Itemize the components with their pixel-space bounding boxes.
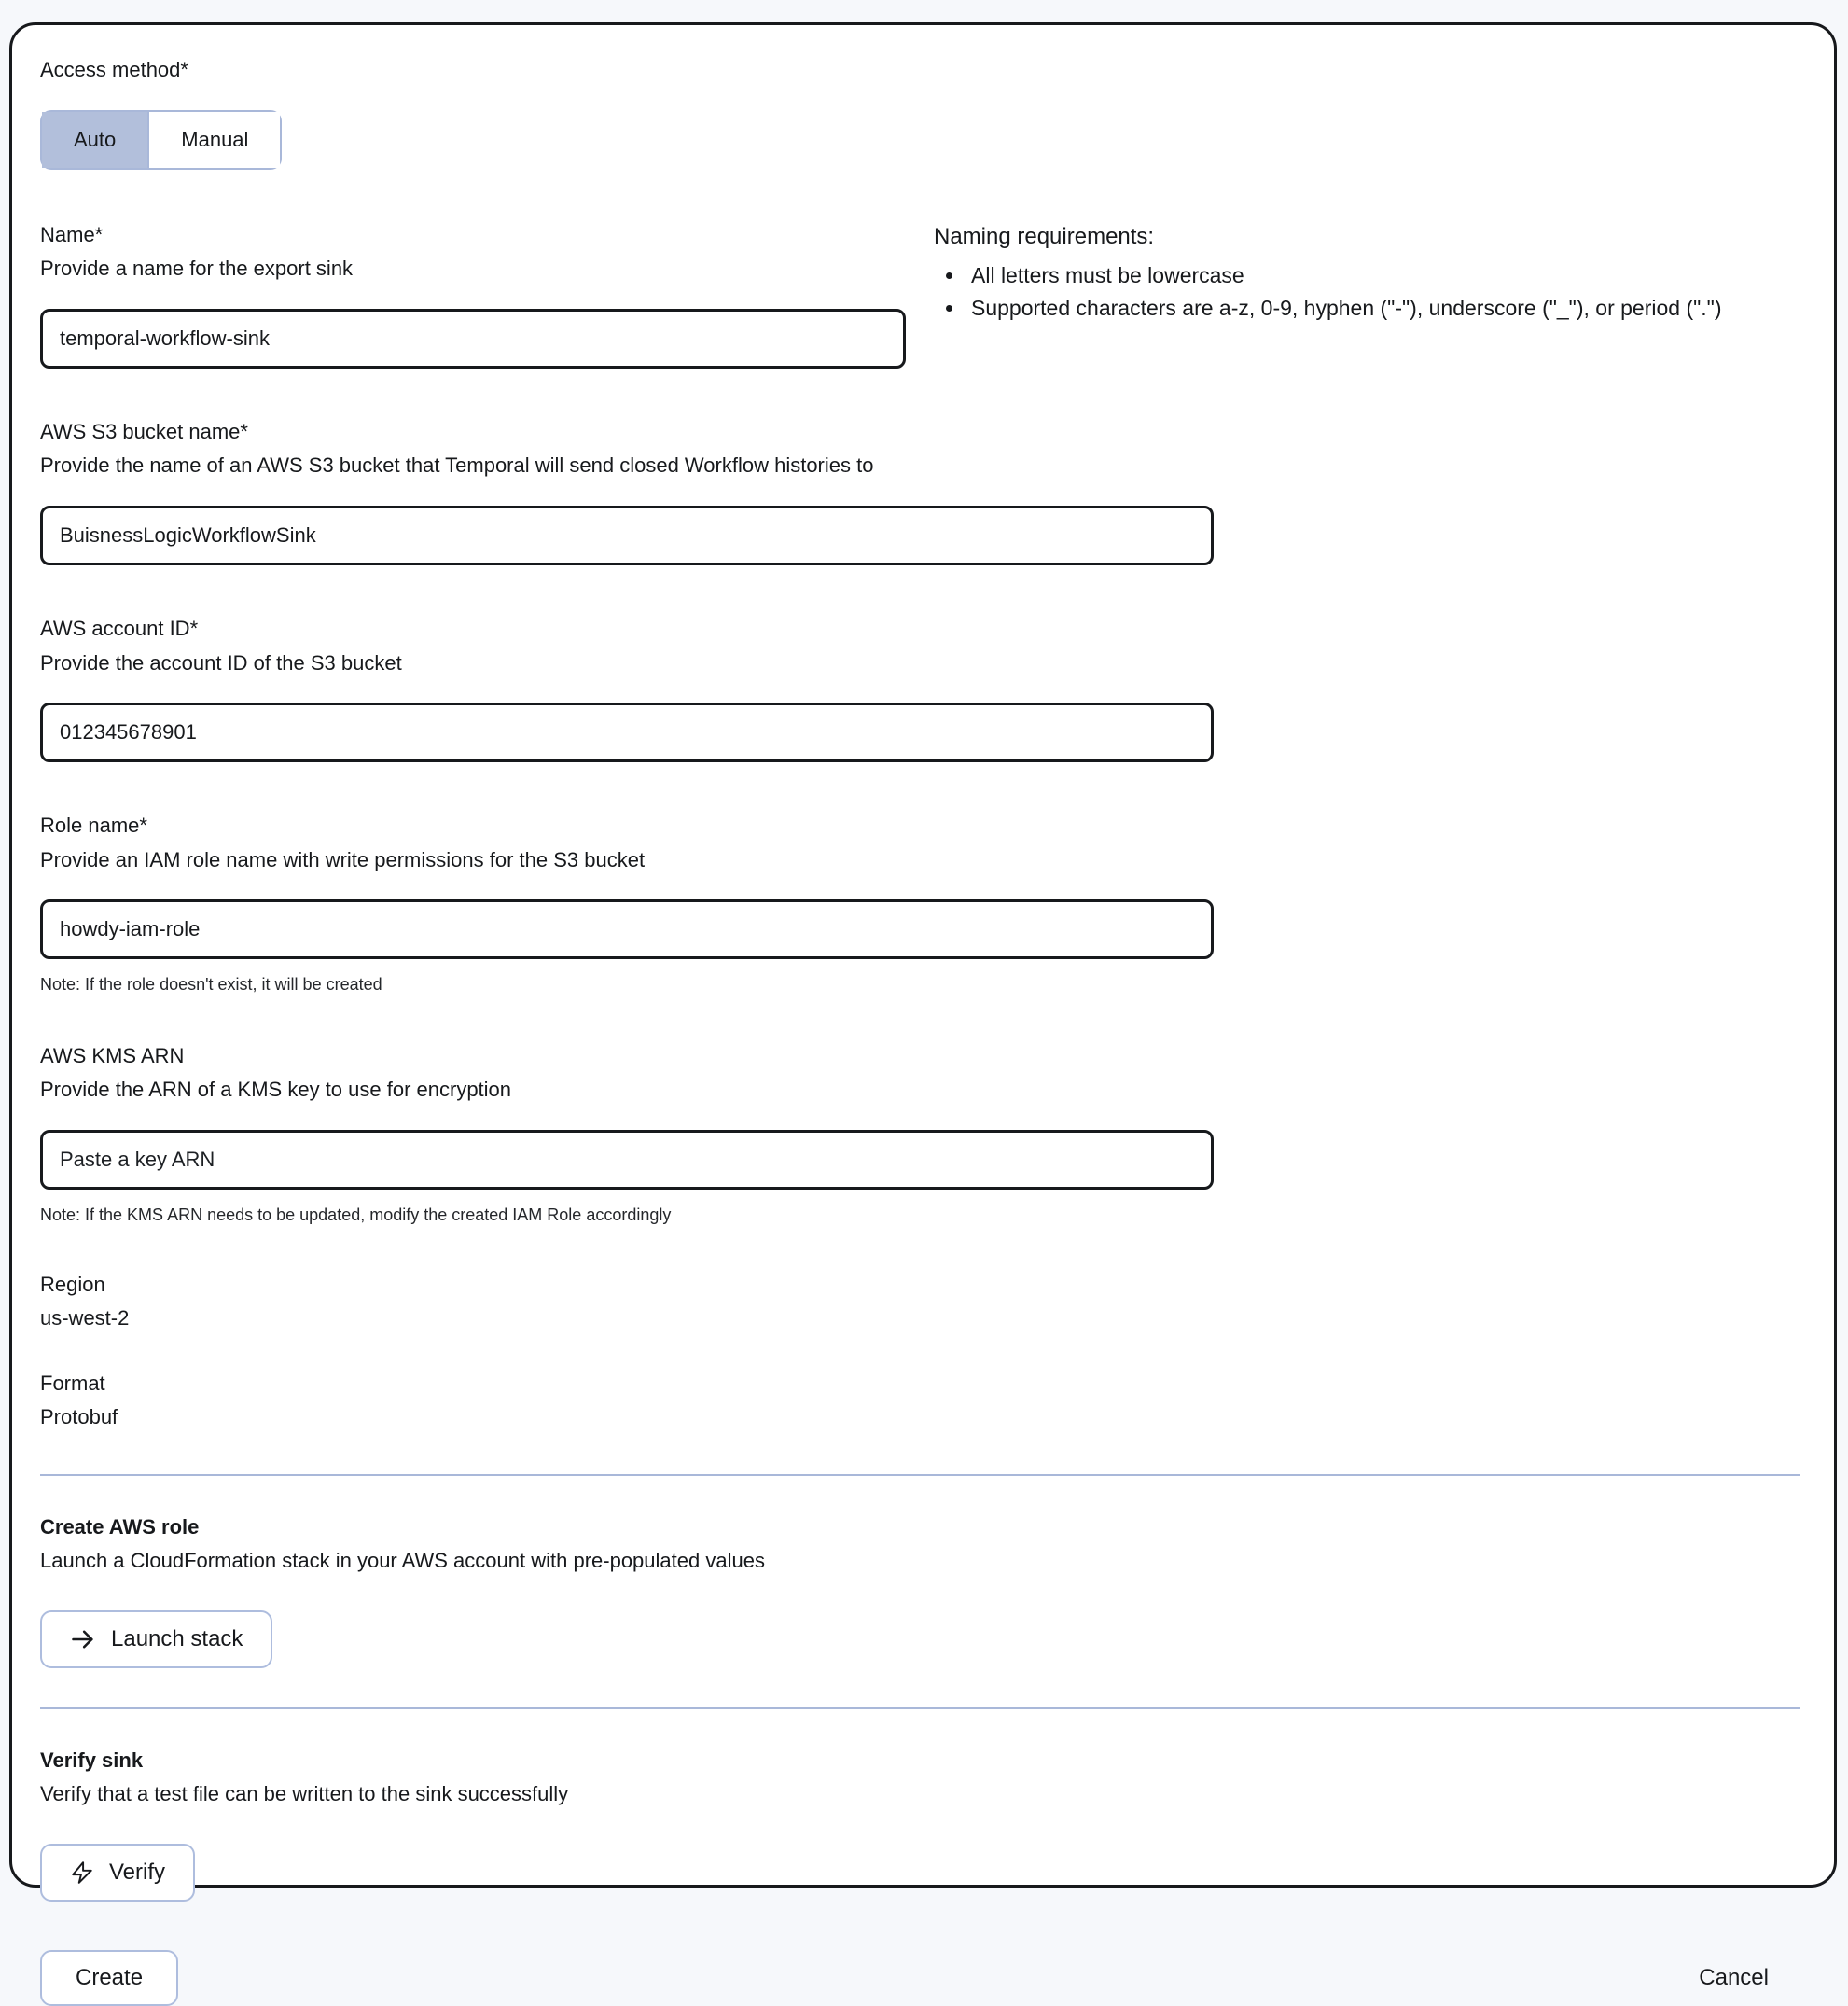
verify-button-label: Verify	[109, 1860, 166, 1886]
s3-bucket-label: AWS S3 bucket name*	[40, 419, 248, 443]
kms-arn-label: AWS KMS ARN	[40, 1043, 185, 1067]
s3-bucket-description: Provide the name of an AWS S3 bucket that Temporal will send closed Workflow histories to	[40, 453, 874, 478]
section-divider	[40, 1474, 1800, 1476]
verify-button[interactable]	[40, 1844, 195, 1902]
name-label: Name*	[40, 222, 104, 246]
access-method-toggle	[40, 110, 282, 170]
create-aws-role-title: Create AWS role	[40, 1515, 200, 1539]
role-name-field-group	[40, 813, 1800, 996]
kms-arn-input[interactable]	[40, 1130, 1214, 1190]
s3-bucket-field-group	[40, 419, 1800, 565]
role-name-note: Note: If the role doesn't exist, it will be created	[40, 975, 382, 995]
format-label: Format	[40, 1372, 105, 1396]
name-input[interactable]	[40, 309, 906, 369]
verify-sink-description: Verify that a test file can be written to the sink successfully	[40, 1782, 569, 1806]
naming-requirements-list	[934, 259, 1800, 326]
aws-account-id-input[interactable]	[40, 703, 1214, 762]
naming-requirement-item: • All letters must be lowercase	[966, 259, 1792, 293]
lightning-icon	[70, 1860, 94, 1885]
role-name-description: Provide an IAM role name with write permissions for the S3 bucket	[40, 847, 646, 871]
create-aws-role-section	[40, 1515, 1800, 1668]
format-value: Protobuf	[40, 1405, 118, 1429]
account-id-label: AWS account ID*	[40, 616, 199, 640]
role-name-input[interactable]	[40, 899, 1214, 959]
naming-requirements-title: Naming requirements:	[934, 223, 1155, 249]
verify-sink-title: Verify sink	[40, 1748, 144, 1773]
create-aws-role-description: Launch a CloudFormation stack in your AWS account with pre-populated values	[40, 1549, 765, 1573]
account-id-field-group	[40, 616, 1800, 762]
launch-stack-button-label: Launch stack	[111, 1626, 243, 1652]
form-footer	[40, 1950, 1800, 2006]
name-and-requirements-row	[40, 222, 1800, 369]
region-value: us-west-2	[40, 1306, 130, 1330]
arrow-right-icon	[70, 1626, 96, 1652]
verify-sink-section	[40, 1748, 1800, 1902]
format-readonly-group	[40, 1372, 1800, 1429]
s3-bucket-input[interactable]	[40, 506, 1214, 565]
kms-arn-note: Note: If the KMS ARN needs to be updated, modify the created IAM Role accordingly	[40, 1205, 672, 1224]
launch-stack-button[interactable]	[40, 1610, 272, 1668]
name-description: Provide a name for the export sink	[40, 257, 354, 281]
account-id-description: Provide the account ID of the S3 bucket	[40, 650, 402, 675]
name-field-group	[40, 222, 934, 369]
access-method-label: Access method*	[40, 58, 188, 81]
access-method-option-auto[interactable]: Auto	[42, 112, 147, 168]
naming-requirements	[934, 222, 1800, 326]
section-divider	[40, 1707, 1800, 1709]
region-label: Region	[40, 1273, 105, 1297]
kms-arn-field-group	[40, 1043, 1800, 1227]
naming-requirement-item: • Supported characters are a-z, 0-9, hyphen ("-"), underscore ("_"), or period (".")	[966, 292, 1792, 326]
role-name-label: Role name*	[40, 814, 147, 838]
kms-arn-description: Provide the ARN of a KMS key to use for encryption	[40, 1078, 512, 1102]
create-button[interactable]: Create	[40, 1950, 178, 2006]
region-readonly-group	[40, 1273, 1800, 1330]
access-method-option-manual[interactable]: Manual	[147, 112, 280, 168]
cancel-link[interactable]: Cancel	[1699, 1965, 1769, 1991]
export-sink-form-card	[9, 22, 1837, 1991]
